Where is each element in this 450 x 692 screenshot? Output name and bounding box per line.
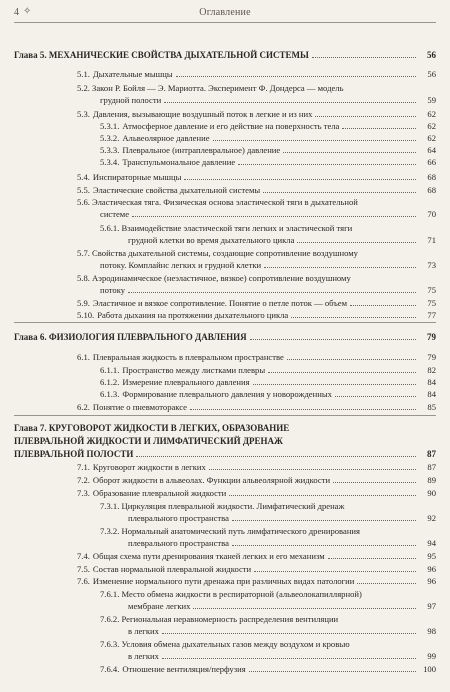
entry-title: Состав нормальной плевральной жидкости [92,564,252,574]
toc-entry-continuation [128,538,436,548]
entry-page: 79 [427,352,436,362]
leader-dots [132,216,416,217]
entry-title-cont: в легких [128,651,159,661]
toc-entry[interactable] [100,377,436,387]
entry-title: Транспульмональное давление [122,157,236,167]
entry-page: 84 [427,389,436,399]
toc-entry[interactable] [77,172,436,182]
entry-title: Оборот жидкости в альвеолах. Функции альвеолярной жидкости [92,475,331,485]
toc-entry-continuation [128,651,436,661]
chapter-page: 56 [427,50,436,60]
entry-title: Свойства дыхательной системы, создающие сопротивление воздушному [92,248,358,258]
entry-page: 82 [427,365,436,375]
entry-title: Циркуляция плевральной жидкости. Лимфатический дренаж [121,501,345,511]
leader-dots [209,469,416,470]
entry-title-cont: плеврального пространства [128,513,229,523]
entry-title-cont: мембране легких [128,601,191,611]
leader-dots [253,384,416,385]
leader-dots [184,179,416,180]
entry-title: Эластичное и вязкое сопротивление. Понятие о петле поток — объем [92,298,348,308]
entry-title: Формирование плеврального давления у новорожденных [122,389,332,399]
entry-number: 7.6. [77,576,90,586]
toc-entry[interactable] [77,185,436,195]
entry-page: 84 [427,377,436,387]
entry-title: Круговорот жидкости в легких [92,462,206,472]
toc-entry-continuation [128,513,436,523]
leader-dots [164,102,416,103]
toc-entry[interactable] [77,551,436,561]
leader-dots [328,558,416,559]
entry-page: 100 [423,664,436,674]
entry-number: 5.3. [77,109,90,119]
entry-title: Условия обмена дыхательных газов между воздухом и кровью [121,639,350,649]
leader-dots [312,57,416,58]
toc-entry[interactable] [100,526,360,536]
entry-number: 5.5. [77,185,90,195]
leader-dots [176,76,416,77]
entry-page: 92 [427,513,436,523]
leader-dots [315,116,416,117]
entry-number: 7.3.2. [100,526,120,536]
chapter-title: Глава 6. ФИЗИОЛОГИЯ ПЛЕВРАЛЬНОГО ДАВЛЕНИЯ [14,332,247,342]
entry-page: 66 [427,157,436,167]
entry-page: 94 [427,538,436,548]
toc-entry[interactable] [77,564,436,574]
entry-title: Нормальный анатомический путь лимфатического дренирования [121,526,360,536]
entry-title: Образование плевральной жидкости [92,488,227,498]
entry-number: 5.4. [77,172,90,182]
toc-entry[interactable] [77,69,436,79]
entry-number: 5.3.3. [100,145,120,155]
leader-dots [287,359,416,360]
header-title: Оглавление [199,7,251,18]
entry-title: Работа дыхания на протяжении дыхательного цикла [97,310,289,320]
chapter-7-heading[interactable]: Глава 7. КРУГОВОРОТ ЖИДКОСТИ В ЛЕГКИХ, ОБРАЗОВАНИЕ [14,423,290,433]
running-header [14,6,436,23]
entry-number: 5.1. [77,69,90,79]
toc-entry[interactable] [100,157,436,167]
leader-dots [283,152,416,153]
toc-entry[interactable] [100,133,436,143]
entry-title-cont: потоку. Комплайнс легких и грудной клетки [100,260,262,270]
entry-page: 96 [427,564,436,574]
entry-page: 75 [427,285,436,295]
leader-dots [249,671,416,672]
toc-entry[interactable] [100,589,362,599]
entry-page: 62 [427,133,436,143]
entry-title: Понятие о пневмотораксе [92,402,187,412]
entry-title: Инспираторные мышцы [92,172,182,182]
entry-page: 77 [427,310,436,320]
entry-title: Измерение плеврального давления [122,377,250,387]
entry-title-cont: в легких [128,626,159,636]
entry-number: 7.4. [77,551,90,561]
entry-number: 7.6.2. [100,614,120,624]
toc-entry-continuation [128,235,436,245]
entry-title: Альвеолярное давление [122,133,210,143]
leader-dots [232,520,416,521]
entry-number: 5.6.1. [100,223,120,233]
entry-page: 99 [427,651,436,661]
entry-title: Дыхательные мышцы [92,69,173,79]
entry-title-cont: системе [100,209,130,219]
entry-number: 7.5. [77,564,90,574]
leader-dots [268,372,416,373]
toc-entry[interactable] [77,298,436,308]
entry-title: Закон Р. Бойля — Э. Мариотта. Эксперимент Ф. Дондерса — модель [92,83,344,93]
toc-entry[interactable] [100,501,344,511]
entry-number: 6.1. [77,352,90,362]
entry-number: 7.6.4. [100,664,120,674]
leader-dots [229,495,416,496]
entry-page: 87 [427,462,436,472]
entry-title: Изменение нормального пути дренажа при различных видах патологии [92,576,355,586]
entry-number: 7.3.1. [100,501,120,511]
chapter-6-heading[interactable] [14,332,436,342]
page-number: 4 [14,7,19,18]
leader-dots [335,396,416,397]
entry-title: Давления, вызывающие воздушный поток в легкие и из них [92,109,313,119]
entry-number: 6.1.3. [100,389,120,399]
entry-page: 56 [427,69,436,79]
entry-number: 5.7. [77,248,90,258]
entry-title: Плевральное (интраплевральное) давление [122,145,281,155]
entry-page: 70 [427,209,436,219]
divider [14,415,436,416]
entry-page: 68 [427,172,436,182]
entry-title: Плевральная жидкость в плевральном пространстве [92,352,284,362]
toc-entry-continuation [100,95,436,105]
leader-dots [232,545,416,546]
entry-page: 98 [427,626,436,636]
leader-dots [350,305,416,306]
leader-dots [136,456,416,457]
leader-dots [357,583,416,584]
entry-page: 62 [427,121,436,131]
toc-entry-continuation [100,209,436,219]
entry-page: 59 [427,95,436,105]
leader-dots [162,658,416,659]
entry-page: 68 [427,185,436,195]
toc-entry[interactable] [100,223,352,233]
chapter-5-heading[interactable] [14,50,436,60]
leader-dots [128,292,416,293]
entry-title: Аэродинамическое (неэластичное, вязкое) сопротивление воздушному [92,273,351,283]
toc-entry[interactable] [100,639,350,649]
chapter-7-heading-line: ПЛЕВРАЛЬНОЙ ЖИДКОСТИ И ЛИМФАТИЧЕСКИЙ ДРЕНАЖ [14,436,283,446]
entry-page: 75 [427,298,436,308]
entry-page: 73 [427,260,436,270]
toc-entry[interactable] [77,248,358,258]
entry-title: Атмосферное давление и его действие на поверхность тела [122,121,340,131]
entry-number: 5.2. [77,83,90,93]
leader-dots [291,317,416,318]
ornament-icon: ✧ [23,6,32,17]
entry-page: 96 [427,576,436,586]
toc-entry[interactable] [77,475,436,485]
entry-number: 6.1.1. [100,365,120,375]
entry-title: Отношение вентиляция/перфузия [122,664,246,674]
leader-dots [342,128,416,129]
leader-dots [193,608,416,609]
chapter-title: Глава 5. МЕХАНИЧЕСКИЕ СВОЙСТВА ДЫХАТЕЛЬНОЙ СИСТЕМЫ [14,50,309,60]
toc-entry[interactable] [100,389,436,399]
entry-number: 5.9. [77,298,90,308]
leader-dots [297,242,416,243]
toc-entry[interactable] [100,365,436,375]
entry-title-cont: потоку [100,285,126,295]
entry-title-cont: грудной клетки во время дыхательного цикла [128,235,295,245]
entry-page: 95 [427,551,436,561]
toc-entry[interactable] [77,83,344,93]
chapter-page: 87 [427,449,436,459]
entry-title: Эластическая тяга. Физическая основа эластической тяги в дыхательной [92,197,358,207]
toc-entry[interactable] [77,109,436,119]
entry-page: 71 [427,235,436,245]
toc-entry-continuation [128,626,436,636]
toc-entry[interactable] [77,402,436,412]
entry-page: 85 [427,402,436,412]
toc-entry[interactable] [100,614,338,624]
toc-entry[interactable] [100,664,436,674]
entry-number: 6.1.2. [100,377,120,387]
entry-number: 5.3.2. [100,133,120,143]
chapter-page: 79 [427,332,436,342]
toc-entry[interactable] [77,462,436,472]
entry-title-cont: плеврального пространства [128,538,229,548]
entry-title: Региональная неравномерность распределения вентиляции [121,614,339,624]
toc-entry[interactable] [77,310,436,320]
entry-title: Общая схема пути дренирования тканей легких и его механизм [92,551,325,561]
leader-dots [162,633,416,634]
entry-page: 89 [427,475,436,485]
leader-dots [264,267,416,268]
entry-number: 7.2. [77,475,90,485]
entry-title: Место обмена жидкости в респираторной (альвеолокапиллярной) [121,589,362,599]
entry-page: 97 [427,601,436,611]
entry-number: 5.3.1. [100,121,120,131]
toc-entry[interactable] [100,145,436,155]
entry-page: 62 [427,109,436,119]
toc-entry[interactable] [100,121,436,131]
entry-number: 7.6.3. [100,639,120,649]
entry-number: 5.6. [77,197,90,207]
toc-entry-continuation [128,601,436,611]
entry-number: 7.3. [77,488,90,498]
toc-entry-continuation [100,285,436,295]
entry-number: 7.1. [77,462,90,472]
entry-page: 64 [427,145,436,155]
leader-dots [213,140,416,141]
entry-page: 90 [427,488,436,498]
entry-number: 6.2. [77,402,90,412]
entry-title: Взаимодействие эластической тяги легких и эластической тяги [121,223,353,233]
leader-dots [263,192,416,193]
toc-entry[interactable] [77,273,351,283]
leader-dots [333,482,416,483]
toc-entry[interactable] [77,488,436,498]
leader-dots [190,409,416,410]
leader-dots [238,164,416,165]
leader-dots [250,339,416,340]
entry-number: 5.10. [77,310,95,320]
entry-title: Пространство между листками плевры [122,365,266,375]
leader-dots [254,571,416,572]
entry-number: 5.8. [77,273,90,283]
entry-number: 5.3.4. [100,157,120,167]
chapter-title: ПЛЕВРАЛЬНОЙ ПОЛОСТИ [14,449,134,459]
entry-title-cont: грудной полости [100,95,162,105]
divider [14,322,436,323]
toc-entry[interactable] [77,197,358,207]
chapter-7-heading-line [14,449,436,459]
entry-number: 7.6.1. [100,589,120,599]
toc-entry[interactable] [77,576,436,586]
toc-entry-continuation [100,260,436,270]
toc-entry[interactable] [77,352,436,362]
entry-title: Эластические свойства дыхательной системы [92,185,261,195]
